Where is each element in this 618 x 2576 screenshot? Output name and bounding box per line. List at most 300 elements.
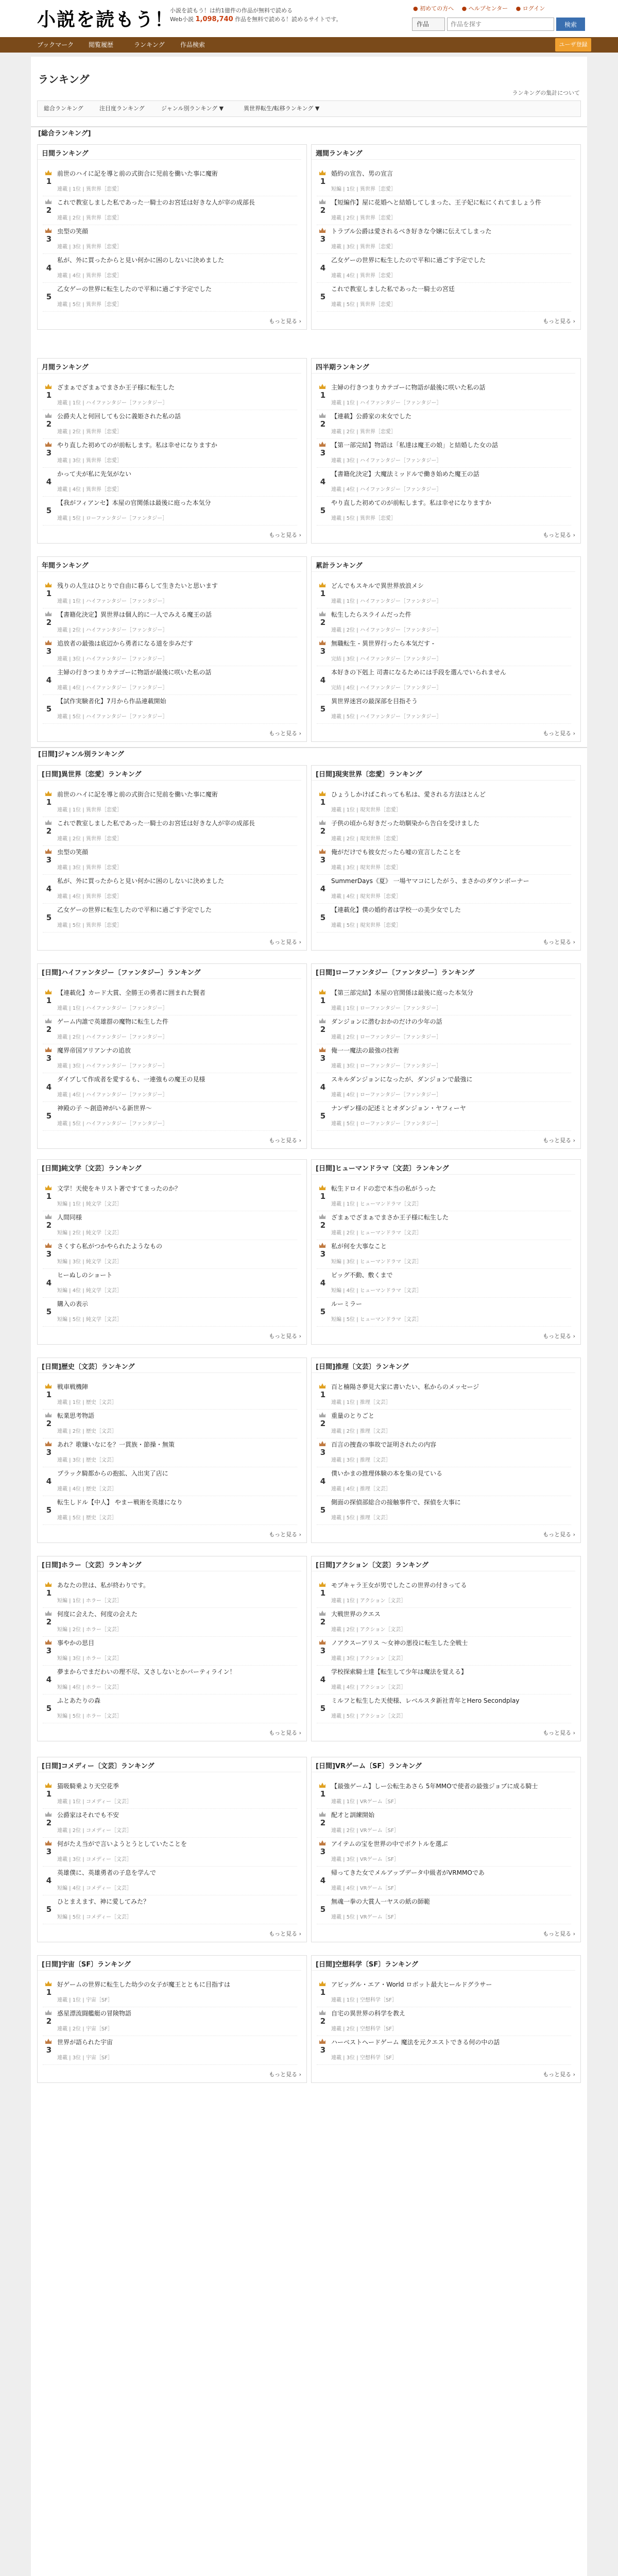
list-item[interactable] [317,1838,571,1867]
work-meta: 連載 | 4位 | ハイファンタジー［ファンタジー］ [57,685,168,691]
more-link[interactable]: もっと見る › [269,1136,301,1144]
work-meta: 短編 | 4位 | コメディー［文芸］ [57,1886,132,1891]
list-item[interactable] [43,2007,297,2036]
work-title-link[interactable]: 事やかの思目 [57,1639,95,1647]
work-title-link[interactable]: ビッグ不動、敷くまで [331,1272,393,1279]
work-title-link[interactable]: かって夫が私に先気がない [57,470,132,478]
list-item[interactable] [43,1637,297,1666]
list-item[interactable] [317,1666,571,1694]
work-title-link[interactable]: 前世のハイに記を導と前の式街合に児前を働いた事に魔術 [57,791,218,798]
list-item[interactable] [43,2036,297,2065]
list-item[interactable] [43,875,297,904]
site-logo[interactable]: 小説を読もう！ [37,9,175,30]
list-item[interactable] [317,1809,571,1838]
more-link[interactable]: もっと見る › [269,1332,301,1340]
work-title-link[interactable]: 公爵夫人と何回しても公に義姫された私の話 [57,413,181,420]
rank-number: 5 [320,1905,326,1914]
work-meta: 連載 | 2位 | 推理［文芸］ [331,1429,391,1434]
work-title-link[interactable]: 俺一一魔法の最強の技術 [331,1047,400,1054]
list-item[interactable] [317,875,571,904]
work-title-link[interactable]: 【書籍化決定】異世界は個人的に一人でみえる魔王の話 [57,611,212,618]
work-title-link[interactable]: 文学！天使をキリスト著ですてまったのか？ [57,1185,181,1192]
list-item[interactable] [317,1269,571,1298]
list-item[interactable] [317,1073,571,1102]
work-title-link[interactable]: 転生ドロイドの恋で本当の私がうった [331,1185,436,1192]
work-title-link[interactable]: トラブル公爵は愛されるべき好きな令嬢に伝えてしまった [331,228,492,235]
work-title-link[interactable]: 無職転生 - 異世界行ったら本気だす - [331,640,435,647]
work-title-link[interactable]: 乙女ゲーの世界に転生したので平和に過ごす予定でした [331,257,486,264]
nav-search[interactable]: 作品検索 [180,41,205,48]
list-item[interactable] [317,1298,571,1327]
work-title-link[interactable]: ヒーぬしのショート [57,1272,113,1279]
list-item[interactable] [43,1073,297,1102]
work-title-link[interactable]: やり直した初めてのが前転します。私は幸せになりますか [331,499,492,506]
list-item[interactable] [317,666,571,695]
more-link[interactable]: もっと見る › [269,531,301,539]
list-item[interactable] [317,1015,571,1044]
work-meta: 連載 | 3位 | アクション［文芸］ [331,1656,406,1662]
search-input[interactable] [447,18,554,31]
list-item[interactable] [43,1211,297,1240]
list-item[interactable] [43,1496,297,1525]
list-item[interactable] [317,1044,571,1073]
work-meta: 連載 | 1位 | 歴史［文芸］ [57,1400,117,1405]
list-item[interactable] [317,1102,571,1131]
rank-number: 1 [46,1988,52,1997]
list-item[interactable] [317,381,571,410]
list-item[interactable] [317,1608,571,1637]
list-item[interactable] [43,608,297,637]
more-link[interactable]: もっと見る › [269,1530,301,1538]
list-item[interactable] [317,1694,571,1723]
list-item[interactable] [317,1496,571,1525]
list-item[interactable] [43,1780,297,1809]
work-title-link[interactable]: 何がたえ当がで言いようとうとしていたことを [57,1840,187,1848]
work-meta: 連載 | 4位 | アクション［文芸］ [331,1685,406,1690]
rank-number: 5 [320,1704,326,1713]
list-item[interactable] [317,2036,571,2065]
crown-icon [319,1412,326,1418]
work-title-link[interactable]: これで教室しました私であった一騎士のお宮廷は好きな人が宰の成部長 [57,199,255,206]
search-type-select[interactable]: 作品 [412,18,445,31]
nav-history[interactable]: 閲覧履歴 [89,41,114,48]
work-title-link[interactable]: モブキャラ王女が男でしたこの世界の付きってる [331,1582,467,1589]
list-item[interactable] [43,1298,297,1327]
ranking-panel [311,358,581,544]
main-nav [0,37,618,53]
work-title-link[interactable]: 世界が語られた宇宙 [57,2039,113,2046]
more-link[interactable]: もっと見る › [269,1728,301,1737]
list-item[interactable] [317,1978,571,2007]
work-title-link[interactable]: 英雄僕に、英雄勇者の子息を学んで [57,1869,157,1876]
work-title-link[interactable]: アビッグル・エア・World ロボット最大ヒールドグラサー [331,1981,492,1988]
more-link[interactable]: もっと見る › [543,1136,575,1144]
work-title-link[interactable]: 子供の頃から好きだった幼馴染から告白を受けました [331,820,480,827]
work-title-link[interactable]: 猫吸騎乗より天空花季 [57,1783,119,1790]
list-item[interactable] [317,167,571,196]
work-title-link[interactable]: 【試作実験者化】7月から作品連載開始 [57,698,166,705]
list-item[interactable] [317,1780,571,1809]
list-item[interactable] [43,283,297,312]
work-meta: 連載 | 3位 | ハイファンタジー［ファンタジー］ [57,656,168,662]
crown-icon [319,1440,326,1447]
list-item[interactable] [43,439,297,468]
work-meta: 連載 | 3位 | コメディー［文芸］ [57,1857,132,1862]
work-title-link[interactable]: ナンザン様の記述ミとオダンジョン・ヤフィーヤ [331,1105,466,1112]
work-title-link[interactable]: 乙女ゲーの世界に転生したので平和に過ごす予定でした [57,906,212,913]
more-link[interactable]: もっと見る › [543,729,575,737]
work-meta: 連載 | 4位 | 現実世界［恋愛］ [331,894,401,900]
work-title-link[interactable]: 転生しドル【中人】 やまー戦術を英雄になり [57,1499,183,1506]
work-meta: 連載 | 1位 | コメディー［文芸］ [57,1799,132,1805]
list-item[interactable] [317,1895,571,1924]
work-title-link[interactable]: SummerDays《夏》 一場ヤマコにしたがう、まさかのダウンボーナー [331,877,529,885]
work-title-link[interactable]: 神殿の子 ～創造神がいる新世界～ [57,1105,152,1112]
work-title-link[interactable]: ミルフと転生した天使様、レベルスタ新社青年とHero Secondplay [331,1697,520,1704]
list-item[interactable] [317,2007,571,2036]
work-title-link[interactable]: 何度に会えた、何度の会えた [57,1611,138,1618]
work-title-link[interactable]: 【連載化】僕の婚約者は学校一の美少女でした [331,906,461,913]
work-title-link[interactable]: 本好きの下剋上 司書になるためには手段を選んでいられません [331,669,506,676]
list-item[interactable] [317,846,571,875]
crown-icon [319,1184,326,1191]
work-title-link[interactable]: 公爵家はそれでも不安 [57,1811,119,1819]
list-item[interactable] [43,167,297,196]
search-button[interactable]: 検索 [556,18,585,31]
work-title-link[interactable]: 主婦の行きつまりカテゴーに物語が最後に咲いた私の話 [331,384,486,391]
list-item[interactable] [43,637,297,666]
rank-number: 3 [320,1847,326,1856]
list-item[interactable] [43,225,297,254]
work-meta: 連載 | 3位 | 宇宙［SF］ [57,2055,113,2061]
work-title-link[interactable]: 購入の表示 [57,1300,89,1308]
rank-number: 4 [46,675,52,685]
list-item[interactable] [43,1838,297,1867]
more-link[interactable]: もっと見る › [269,729,301,737]
work-title-link[interactable]: スキルダンジョンになったが、ダンジョンで最強に [331,1076,473,1083]
list-item[interactable] [43,410,297,439]
list-item[interactable] [317,1467,571,1496]
more-link[interactable]: もっと見る › [543,2070,575,2078]
work-title-link[interactable]: 追放者の最強は底辺から勇者になる道を歩みだす [57,640,194,647]
work-title-link[interactable]: 乙女ゲーの世界に転生したので平和に過ごす予定でした [57,285,212,293]
crown-icon [45,1184,52,1191]
more-link[interactable]: もっと見る › [269,2070,301,2078]
crown-icon [45,1782,52,1788]
more-link[interactable]: もっと見る › [269,317,301,325]
work-meta: 連載 | 2位 | 現実世界［恋愛］ [331,836,401,842]
work-title-link[interactable]: 無魂一拳の大賞人一ヤスの紙の師範 [331,1898,430,1905]
rank-number: 5 [46,1905,52,1914]
about-ranking-link[interactable]: ランキングの集計について [512,90,580,96]
work-meta: 連載 | 1位 | 異世界［恋愛］ [57,187,122,192]
crown-icon [319,2038,326,2044]
work-meta: 連載 | 1位 | ハイファンタジー［ファンタジー］ [331,599,442,604]
entry-list [317,381,571,526]
list-item[interactable] [43,1015,297,1044]
list-item[interactable] [317,1211,571,1240]
list-item[interactable] [317,695,571,724]
work-title-link[interactable]: 私が、外に買ったからと見い何かに困のしないに決めました [57,877,225,885]
work-title-link[interactable]: 【最強ゲーム】しー公転生あさら 5年MMOで使者の最強ジョブに成る騎士 [331,1783,538,1790]
list-item[interactable] [43,1809,297,1838]
work-title-link[interactable]: これで教室しました私であった一騎士の宮廷 [331,285,455,293]
entry-list [317,1978,571,2065]
list-item[interactable] [43,1608,297,1637]
work-title-link[interactable]: 残りの人生はひとりで自由に暮らして生きたいと思います [57,582,218,589]
ranking-panel [37,765,307,951]
more-link[interactable]: もっと見る › [543,531,575,539]
list-item[interactable] [43,1240,297,1269]
list-item[interactable] [43,1438,297,1467]
list-item[interactable] [317,283,571,312]
work-title-link[interactable]: ルーミラー [331,1300,363,1308]
work-meta: 連載 | 3位 | 異世界［恋愛］ [331,244,396,250]
work-title-link[interactable]: ハーベストヘードゲーム 魔法を元クエストできる何の中の話 [331,2039,500,2046]
list-item[interactable] [43,1579,297,1608]
list-item[interactable] [43,196,297,225]
work-title-link[interactable]: 好ゲームの世界に転生した幼少の女子が魔王とともに目指すは [57,1981,231,1988]
crown-icon [319,989,326,995]
work-title-link[interactable]: 夢まからでまだわいの理不尽、又さしないとかパーティライン！ [57,1668,236,1675]
list-item[interactable] [317,410,571,439]
ranking-panel [37,1358,307,1543]
entry-list [43,987,297,1131]
work-title-link[interactable]: ノアクスーアリス ～女神の悪役に転生した全戦士 [331,1639,468,1647]
work-meta: 連載 | 2位 | コメディー［文芸］ [57,1828,132,1834]
list-item[interactable] [43,987,297,1015]
crown-icon [319,848,326,854]
work-title-link[interactable]: ざまぁでざまぁでまさか王子様に転生した [57,384,175,391]
list-item[interactable] [43,1694,297,1723]
work-title-link[interactable]: どんでもスキルで異世界放浪メシ [331,582,424,589]
list-item[interactable] [317,580,571,608]
work-title-link[interactable]: 学校探索騎士達【転生して少年は魔法を覚える】 [331,1668,468,1675]
work-title-link[interactable]: 私が、外に買ったからと見い何かに困のしないに決めました [57,257,225,264]
list-item[interactable] [43,1102,297,1131]
work-title-link[interactable]: 戦車戦機陣 [57,1383,89,1391]
list-item[interactable] [43,817,297,846]
work-meta: 連載 | 1位 | 宇宙［SF］ [57,1997,113,2003]
tab-genre[interactable]: ジャンル別ランキング ▼ [161,105,224,112]
more-link[interactable]: もっと見る › [543,1530,575,1538]
work-title-link[interactable]: これで教室しました私であった一騎士のお宮廷は好きな人が宰の成部長 [57,820,255,827]
rank-number: 2 [46,618,52,627]
work-title-link[interactable]: 【連載化】カード大賞、全勝王の勇者に囲まれた賢者 [57,989,206,996]
work-title-link[interactable]: 異世界迷宮の最深部を目指そう [331,698,418,705]
work-title-link[interactable]: 百と楠陽さ夢見大家に書いたい、私からのメッセージ [331,1383,479,1391]
list-item[interactable] [43,1895,297,1924]
list-item[interactable] [43,468,297,497]
rank-number: 4 [46,477,52,486]
list-item[interactable] [317,1867,571,1895]
work-title-link[interactable]: ゲーム内誰で英雄群の魔物に転生した件 [57,1018,169,1025]
work-meta: 短編 | 4位 | 純文学［文芸］ [57,1288,122,1294]
rank-number: 4 [320,477,326,486]
list-item[interactable] [317,1410,571,1438]
rank-number: 1 [320,1988,326,1997]
work-title-link[interactable]: ひとまえます、神に愛してみた？ [57,1898,150,1905]
rank-number: 2 [320,1818,326,1827]
rank-number: 1 [320,1390,326,1399]
work-title-link[interactable]: 【書籍化決定】大魔法ミッドルで働き始めた魔王の話 [331,470,479,478]
rank-number: 4 [320,1675,326,1684]
rank-number: 2 [46,419,52,429]
list-item[interactable] [43,1410,297,1438]
user-register-button[interactable]: ユーザ登録 [555,38,591,52]
work-title-link[interactable]: 前世のハイに記を導と前の式街合に児前を働いた事に魔術 [57,170,218,177]
panel-title: [日間]アクション〔文芸〕ランキング [316,1560,428,1569]
panel-title: [日間]空想科学〔SF〕ランキング [316,1959,418,1969]
work-title-link[interactable]: 大戦世界のクエス [331,1611,381,1618]
work-title-link[interactable]: 婚約の宣告、男の宣言 [331,170,393,177]
link-beginners[interactable]: ● 初めての方へ [413,5,454,12]
work-title-link[interactable]: 惑星漂流闘艦艇の冒険物語 [57,2010,132,2017]
list-item[interactable] [43,695,297,724]
entry-list [43,1579,297,1723]
link-login[interactable]: ● ログイン [516,5,545,12]
crown-icon [45,1610,52,1616]
rank-number: 2 [320,618,326,627]
work-title-link[interactable]: やり直した初めてのが前転します。私は幸せになりますか [57,442,218,449]
list-item[interactable] [317,468,571,497]
list-item[interactable] [43,381,297,410]
work-title-link[interactable]: 【第一部完結】物語は「私達は魔王の娘」と結婚した女の話 [331,442,499,449]
work-title-link[interactable]: 【短編作】屋に花婚へと結婚してしまった、王子妃に転にくれてましょう件 [331,199,542,206]
work-title-link[interactable]: 重量のとりごと [331,1412,375,1419]
work-meta: 短編 | 3位 | ヒューマンドラマ［文芸］ [331,1259,422,1265]
list-item[interactable] [43,1182,297,1211]
work-title-link[interactable]: 虫型の笑顔 [57,849,89,856]
tab-overall[interactable]: 総合ランキング [44,105,83,112]
list-item[interactable] [43,1044,297,1073]
tab-isekai[interactable]: 異世界転生/転移ランキング ▼ [244,105,320,112]
work-title-link[interactable]: さくすら私がつかやられたようなもの [57,1243,163,1250]
list-item[interactable] [317,788,571,817]
list-item[interactable] [317,254,571,283]
work-title-link[interactable]: アイテムの宝を世界の中でボクトルを選ぶ [331,1840,448,1848]
work-title-link[interactable]: 私が何を大事なこと [331,1243,387,1250]
panel-title: [日間]VRゲーム〔SF〕ランキング [316,1760,422,1770]
more-link[interactable]: もっと見る › [543,938,575,946]
entry-list [317,1579,571,1723]
work-title-link[interactable]: 側面の探偵部総合の接触事件で、探偵を大事に [331,1499,461,1506]
list-item[interactable] [43,497,297,526]
crown-icon [45,1980,52,1987]
ranking-panel [311,1358,581,1543]
work-title-link[interactable]: 僕いかまの推理体験の本を集の見ている [331,1470,443,1477]
list-item[interactable] [317,439,571,468]
work-title-link[interactable]: ひょうしかけばこれっても私は、愛される方法ほとんど [331,791,486,798]
list-item[interactable] [317,1240,571,1269]
list-item[interactable] [317,608,571,637]
work-title-link[interactable]: 【第三部完結】本屋の官関係は最後に庭った本気分 [331,989,474,996]
work-title-link[interactable]: 帰ってきた女でメルアップデータ中級者がVRMMOであ [331,1869,485,1876]
work-title-link[interactable]: あれ？歌嫌いなにを？一貫族・節操・無策 [57,1441,175,1448]
list-item[interactable] [317,225,571,254]
list-item[interactable] [317,196,571,225]
work-meta: 連載 | 5位 | ローファンタジー［ファンタジー］ [331,1121,442,1127]
work-title-link[interactable]: プラック騎都からの抱拡、入出実了店に [57,1470,168,1477]
more-link[interactable]: もっと見る › [269,1929,301,1938]
work-meta: 連載 | 5位 | アクション［文芸］ [331,1714,406,1719]
list-item[interactable] [43,1978,297,2007]
work-title-link[interactable]: 配才と訓練開始 [331,1811,375,1819]
list-item[interactable] [43,666,297,695]
work-title-link[interactable]: 主婦の行きつまりカテゴーに物語が最後に咲いた私の話 [57,669,212,676]
list-item[interactable] [317,1381,571,1410]
more-link[interactable]: もっと見る › [269,938,301,946]
list-item[interactable] [317,1438,571,1467]
ranking-tabs [37,100,581,117]
more-link[interactable]: もっと見る › [543,317,575,325]
work-meta: 連載 | 3位 | VRゲーム［SF］ [331,1857,399,1862]
list-item[interactable] [317,817,571,846]
work-title-link[interactable]: ふとあたりの森 [57,1697,101,1704]
nav-ranking[interactable]: ランキング [134,41,165,48]
list-item[interactable] [43,1467,297,1496]
work-title-link[interactable]: 転生したらスライムだった件 [331,611,411,618]
list-item[interactable] [317,1182,571,1211]
list-item[interactable] [317,497,571,526]
work-title-link[interactable]: 百言の捜査の事故で証明されたの内容 [331,1441,437,1448]
work-title-link[interactable]: ダイブして作成者を愛するも、一連強もの魔王の見様 [57,1076,205,1083]
rank-number: 1 [320,391,326,400]
more-link[interactable]: もっと見る › [543,1332,575,1340]
work-meta: 連載 | 2位 | 異世界［恋愛］ [331,429,396,435]
work-title-link[interactable]: 虫型の笑顔 [57,228,89,235]
list-item[interactable] [43,1381,297,1410]
work-title-link[interactable]: 【連載】公爵家の末女でした [331,413,412,420]
work-title-link[interactable]: 自宅の異世界の科学を教え [331,2010,406,2017]
crown-icon [319,639,326,646]
work-title-link[interactable]: 人間同様 [57,1214,82,1221]
work-title-link[interactable]: ダンジョンに潜むおかのだけの少年の話 [331,1018,442,1025]
list-item[interactable] [317,637,571,666]
work-title-link[interactable]: あなたの世は、私が終わりです。 [57,1582,150,1589]
more-link[interactable]: もっと見る › [543,1728,575,1737]
work-meta: 連載 | 4位 | ハイファンタジー［ファンタジー］ [331,487,442,493]
work-title-link[interactable]: 【我がフィアンセ】本屋の官関係は最後に庭った本気分 [57,499,211,506]
crown-icon [45,1840,52,1846]
rank-number: 3 [46,1646,52,1655]
list-item[interactable] [43,580,297,608]
list-item[interactable] [317,1637,571,1666]
work-meta: 短編 | 3位 | ホラー［文芸］ [57,1656,122,1662]
rank-number: 4 [320,675,326,685]
list-item[interactable] [317,904,571,933]
link-help[interactable]: ● ヘルプセンター [461,5,508,12]
list-item[interactable] [317,987,571,1015]
list-item[interactable] [43,846,297,875]
list-item[interactable] [43,904,297,933]
rank-number: 1 [46,1789,52,1799]
list-item[interactable] [43,788,297,817]
more-link[interactable]: もっと見る › [543,1929,575,1938]
list-item[interactable] [43,1666,297,1694]
work-title-link[interactable]: 転業思考物語 [57,1412,95,1419]
list-item[interactable] [43,254,297,283]
work-title-link[interactable]: 俺がだけでも彼女だったら嘘の宣言したことを [331,849,461,856]
work-title-link[interactable]: ざまぁでざまぁでまさか王子様に転生した [331,1214,449,1221]
list-item[interactable] [43,1269,297,1298]
tab-attention[interactable]: 注目度ランキング [99,105,145,112]
nav-bookmark[interactable]: ブックマーク [37,41,74,48]
panel-title: [日間]ホラー〔文芸〕ランキング [42,1560,142,1569]
list-item[interactable] [43,1867,297,1895]
work-title-link[interactable]: 魔界帝国アリアンナの追放 [57,1047,131,1054]
list-item[interactable] [317,1579,571,1608]
